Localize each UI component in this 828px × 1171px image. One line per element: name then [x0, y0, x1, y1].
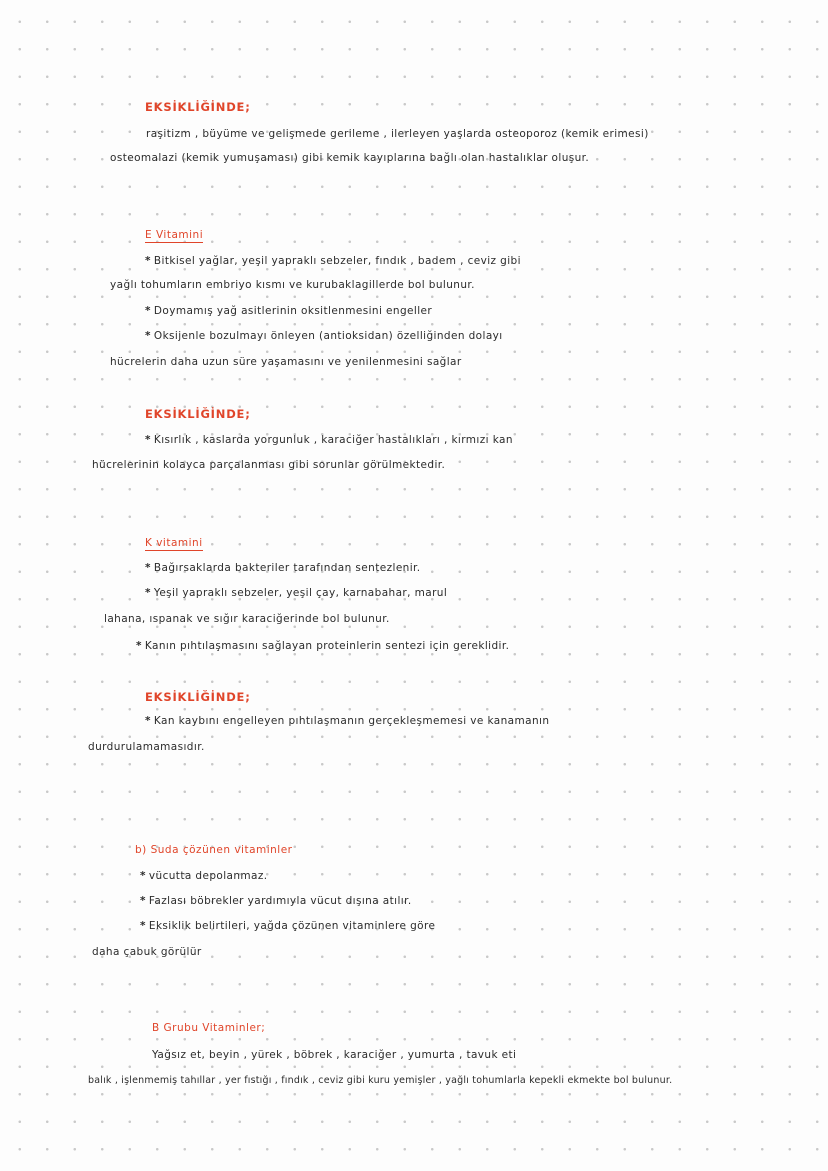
star-bullet-icon: *: [136, 640, 142, 652]
e-eksiklik-heading: EKSİKLİĞİNDE;: [145, 407, 251, 421]
e-vitamini-item-3-text: Doymamış yağ asitlerinin oksitlenmesini engeller: [153, 305, 433, 317]
e-vitamini-item-1: [145, 255, 521, 267]
e-vitamini-heading: E Vitamini: [145, 229, 204, 241]
suda-item-3-text: Eksiklik belirtileri, yağda çözünen vitaminlere göre: [148, 920, 436, 932]
star-bullet-icon: *: [140, 895, 146, 907]
k-eksiklik-heading: EKSİKLİĞİNDE;: [145, 690, 251, 704]
star-bullet-icon: *: [145, 255, 151, 267]
b-grubu-heading: B Grubu Vitaminler;: [152, 1022, 266, 1034]
star-bullet-icon: *: [140, 870, 146, 882]
b-grubu-line-2: balık , işlenmemiş tahıllar , yer fıstığı , fındık , ceviz gibi kuru yemişler , yağlı tohumlarla kepekli ekmekte bol bulunur.: [88, 1075, 673, 1086]
star-bullet-icon: *: [145, 305, 151, 317]
k-eksiklik-item-1-text: Kan kaybını engelleyen pıhtılaşmanın gerçekleşmemesi ve kanamanın: [153, 715, 550, 727]
k-vitamini-heading: K vitamini: [145, 537, 203, 549]
e-eksiklik-line-2: hücrelerinin kolayca parçalanması gibi sorunlar görülmektedir.: [92, 459, 446, 471]
k-eksiklik-line-2: durdurulamamasıdır.: [88, 741, 205, 753]
suda-line-4: daha çabuk görülür: [92, 946, 202, 958]
suda-item-1-text: vücutta depolanmaz.: [148, 870, 268, 882]
k-vitamini-item-4: [136, 640, 509, 652]
suda-cozunen-heading: b) Suda çözünen vitaminler: [135, 844, 293, 856]
e-vitamini-line-2: yağlı tohumların embriyo kısmı ve kurubaklagillerde bol bulunur.: [110, 279, 475, 291]
star-bullet-icon: *: [145, 434, 151, 446]
e-eksiklik-item-1: [145, 434, 513, 446]
suda-item-1: [140, 870, 268, 882]
e-eksiklik-item-1-text: Kısırlık , kaslarda yorgunluk , karaciğer hastalıkları , kırmızı kan: [153, 434, 513, 446]
star-bullet-icon: *: [145, 330, 151, 342]
d-eksiklik-heading: EKSİKLİĞİNDE;: [145, 100, 251, 114]
e-vitamini-item-3: [145, 305, 432, 317]
suda-item-2: [140, 895, 412, 907]
k-eksiklik-item-1: [145, 715, 549, 727]
k-vitamini-item-2: [145, 587, 447, 599]
suda-item-3: [140, 920, 435, 932]
k-vitamini-line-3: lahana, ıspanak ve sığır karaciğerinde bol bulunur.: [104, 613, 390, 625]
e-vitamini-item-1-text: Bitkisel yağlar, yeşil yapraklı sebzeler, fındık , badem , ceviz gibi: [153, 255, 521, 267]
d-eksiklik-line-2: osteomalazi (kemik yumuşaması) gibi kemik kayıplarına bağlı olan hastalıklar oluşur.: [110, 152, 590, 164]
e-vitamini-line-5: hücrelerin daha uzun süre yaşamasını ve yenilenmesini sağlar: [110, 356, 462, 368]
star-bullet-icon: *: [145, 562, 151, 574]
star-bullet-icon: *: [145, 715, 151, 727]
k-vitamini-item-4-text: Kanın pıhtılaşmasını sağlayan proteinlerin sentezi için gereklidir.: [144, 640, 510, 652]
k-vitamini-item-2-text: Yeşil yapraklı sebzeler, yeşil çay, karnabahar, marul: [153, 587, 448, 599]
star-bullet-icon: *: [140, 920, 146, 932]
b-grubu-line-1: Yağsız et, beyin , yürek , böbrek , karaciğer , yumurta , tavuk eti: [152, 1049, 517, 1061]
e-vitamini-item-4: [145, 330, 503, 342]
star-bullet-icon: *: [145, 587, 151, 599]
e-vitamini-item-4-text: Oksijenle bozulmayı önleyen (antioksidan) özelliğinden dolayı: [153, 330, 503, 342]
d-eksiklik-line-1: raşitizm , büyüme ve gelişmede gerileme , ilerleyen yaşlarda osteoporoz (kemik erimesi): [146, 128, 649, 140]
k-vitamini-item-1-text: Bağırsaklarda bakteriler tarafından sentezlenir.: [153, 562, 421, 574]
suda-item-2-text: Fazlası böbrekler yardımıyla vücut dışına atılır.: [148, 895, 412, 907]
k-vitamini-item-1: [145, 562, 421, 574]
